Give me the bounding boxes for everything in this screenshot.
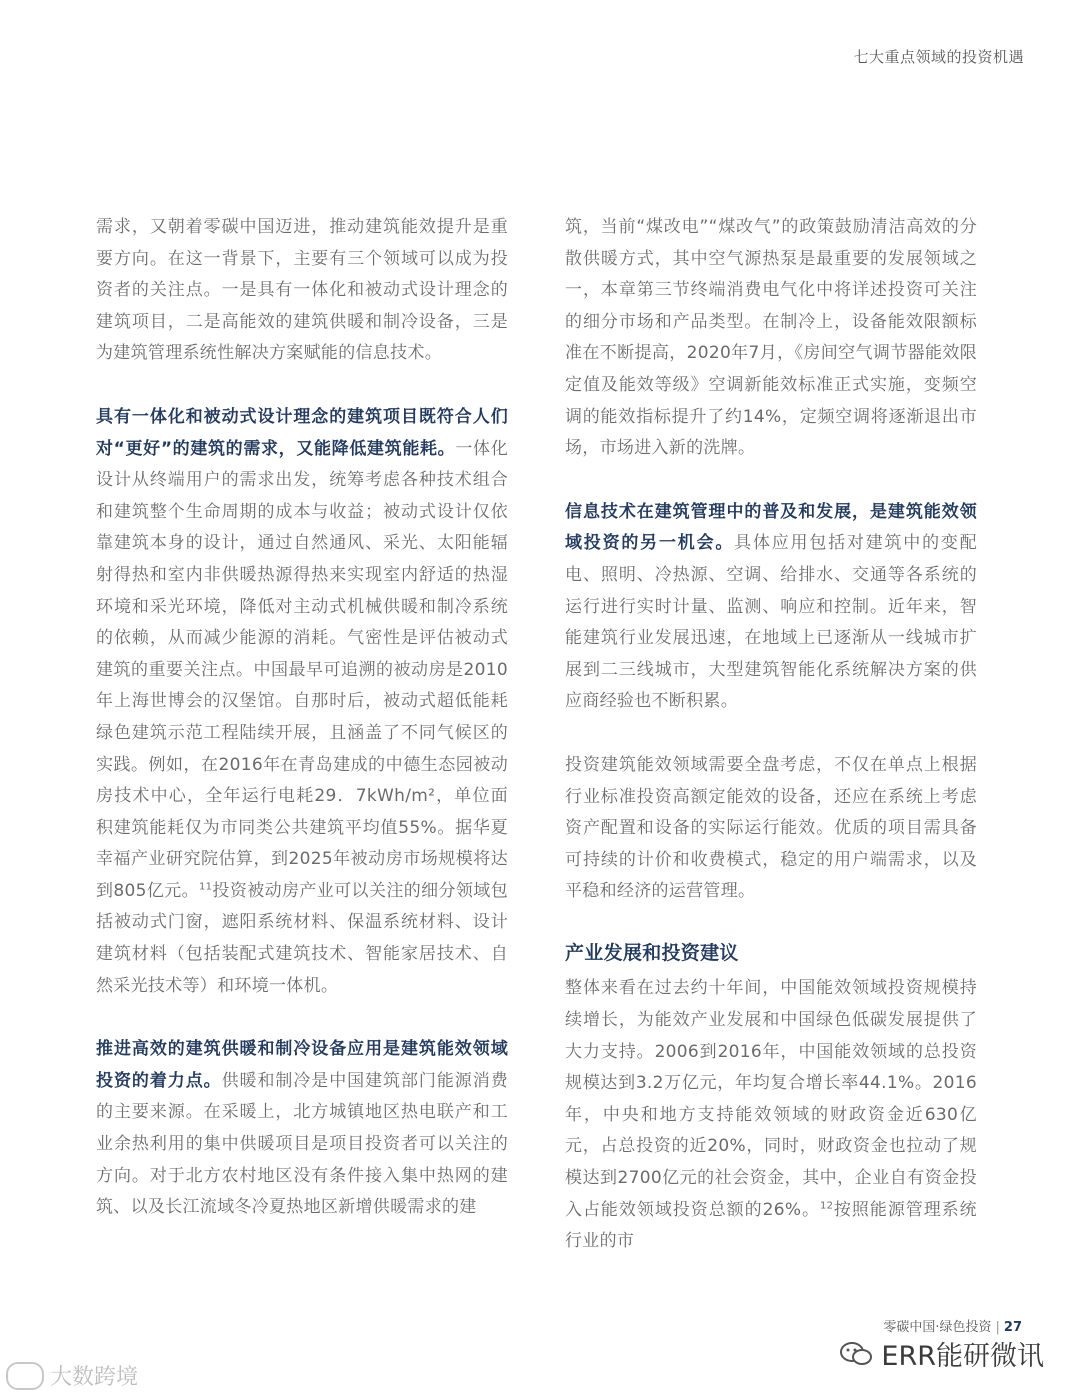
- paragraph-body: 整体来看在过去约十年间，中国能效领域投资规模持续增长，为能效产业发展和中国绿色低碳发展提供了大力支持。2006到2016年，中国能效领域的总投资规模达到3.2万亿元，年均复合增长率44.1%。2016年，中央和地方支持能效领域的财政资金近630亿元，占总投资的近20%，同时，财政资金也拉动了规模达到2700亿元的社会资金，其中，企业自有资金投入占能效领域投资总额的26%。: [565, 978, 977, 1220]
- watermark-left: [6, 1360, 138, 1391]
- footnote-ref: 12: [819, 1199, 834, 1211]
- footnote-ref: 11: [199, 881, 213, 893]
- section-title: 产业发展和投资建议: [565, 941, 739, 964]
- watermark-right-text: ERR能研微讯: [881, 1341, 1044, 1372]
- paragraph-body: 按照能源管理系统行业的市: [565, 1199, 977, 1252]
- watermark-logo-icon: [6, 1362, 44, 1390]
- paragraph: 筑，当前“煤改电”“煤改气”的政策鼓励清洁高效的分散供暖方式，其中空气源热泵是最重要的发展领域之一，本章第三节终端消费电气化中将详述投资可关注的细分市场和产品类型。在制冷上，设备能效限额标准在不断提高，2020年7月，《房间空气调节器能效限定值及能效等级》空调新能效标准正式实施，变频空调的能效指标提升了约14%，定频空调将逐渐退出市场，市场进入新的洗牌。: [565, 217, 977, 459]
- page-footer: 零碳中国·绿色投资 | 27: [883, 1320, 1022, 1335]
- paragraph: [565, 497, 977, 718]
- paragraph: 投资建筑能效领域需要全盘考虑，不仅在单点上根据行业标准投资高额定能效的设备，还应在系统上考虑资产配置和设备的实际运行能效。优质的项目需具备可持续的计价和收费模式，稳定的用户端需求，以及平稳和经济的运营管理。: [565, 754, 977, 902]
- watermark-right: [839, 1334, 1044, 1373]
- running-header: 七大重点领域的投资机遇: [853, 48, 1024, 66]
- watermark-left-text: 大数跨境: [50, 1365, 139, 1390]
- left-column: [96, 212, 508, 1224]
- paragraph-lead: 推进高效的建筑供暖和制冷设备应用是建筑能效领域投资的着力点。: [96, 1039, 508, 1091]
- paragraph-body: 一体化设计从终端用户的需求出发，统筹考虑各种技术组合和建筑整个生命周期的成本与收益；被动式设计仅依靠建筑本身的设计，通过自然通风、采光、太阳能辐射得热和室内非供暖热源得热来实现室内舒适的热湿环境和采光环境，降低对主动式机械供暖和制冷系统的依赖，从而减少能源的消耗。气密性是评估被动式建筑的重要关注点。中国最早可追溯的被动房是2010年上海世博会的汉堡馆。自那时后，被动式超低能耗绿色建筑示范工程陆续开展，且涵盖了不同气候区的实践。例如，在2016年在青岛建成的中德生态园被动房技术中心，全年运行电耗29．7kWh/m²，单位面积建筑能耗仅为市同类公共建筑平均值55%。据华夏幸福产业研究院估算，到2025年被动房市场规模将达到805亿元。: [96, 438, 508, 901]
- page-number: 27: [1003, 1320, 1022, 1335]
- footer-text: 零碳中国·绿色投资: [883, 1320, 992, 1335]
- paragraph-lead: 信息技术在建筑管理中的普及和发展，是建筑能效领域投资的另一机会。: [565, 501, 977, 554]
- paragraph: [96, 1034, 508, 1224]
- paragraph: 需求，又朝着零碳中国迈进，推动建筑能效提升是重要方向。在这一背景下，主要有三个领域可以成为投资者的关注点。一是具有一体化和被动式设计理念的建筑项目，二是高能效的建筑供暖和制冷设备，三是为建筑管理系统性解决方案赋能的信息技术。: [96, 217, 508, 364]
- paragraph: [96, 402, 508, 1002]
- paragraph-lead: 具有一体化和被动式设计理念的建筑项目既符合人们对“更好”的建筑的需求，又能降低建筑能耗。: [96, 406, 508, 459]
- wechat-icon: [839, 1340, 873, 1368]
- right-column: [565, 212, 977, 1258]
- paragraph: [565, 973, 977, 1257]
- paragraph-body: 投资被动房产业可以关注的细分领域包括被动式门窗，遮阳系统材料、保温系统材料、设计建筑材料（包括装配式建筑技术、智能家居技术、自然采光技术等）和环境一体机。: [96, 880, 508, 996]
- paragraph-body: 具体应用包括对建筑中的变配电、照明、冷热源、空调、给排水、交通等各系统的运行进行实时计量、监测、响应和控制。近年来，智能建筑行业发展迅速，在地域上已逐渐从一线城市扩展到二三线城市，大型建筑智能化系统解决方案的供应商经验也不断积累。: [565, 533, 977, 712]
- paragraph-body: 供暖和制冷是中国建筑部门能源消费的主要来源。在采暖上，北方城镇地区热电联产和工业余热利用的集中供暖项目是项目投资者可以关注的方向。对于北方农村地区没有条件接入集中热网的建筑、以及长江流域冬冷夏热地区新增供暖需求的建: [96, 1070, 508, 1218]
